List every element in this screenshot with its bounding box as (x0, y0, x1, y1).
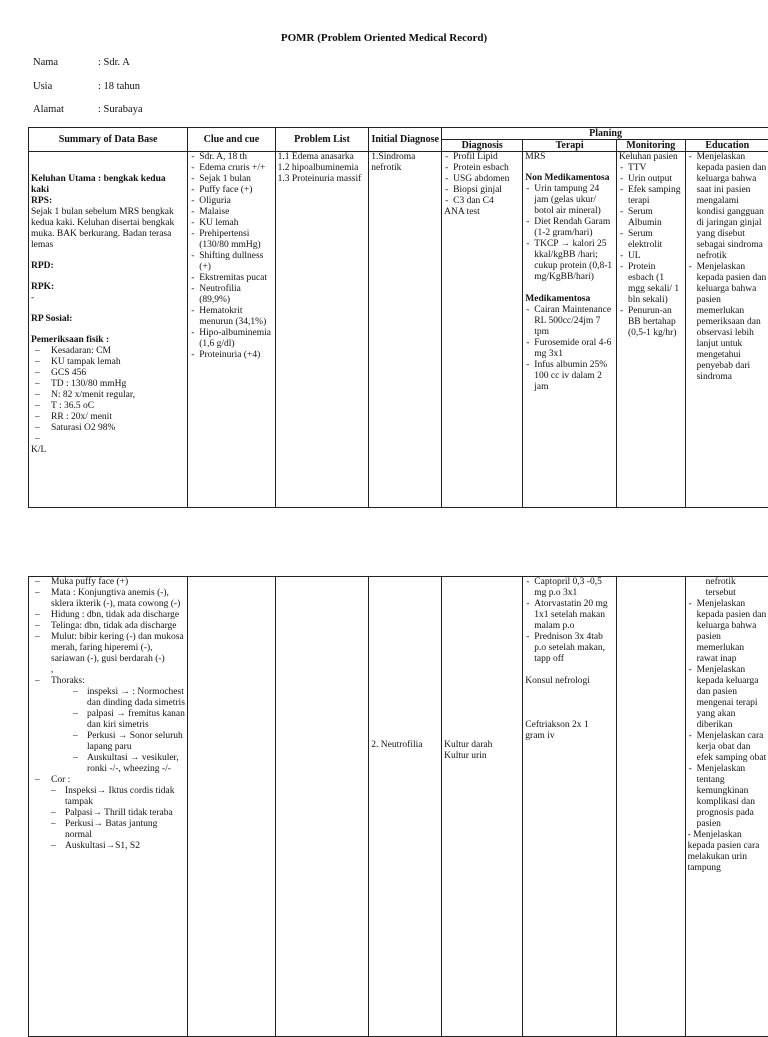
education-cell (685, 152, 768, 508)
education-head: nefrotik tersebut (705, 577, 736, 598)
diagnosis-extra: ANA test (444, 207, 480, 217)
ceftriakson: Ceftriakson 2x 1 gram iv (525, 720, 589, 741)
list-item: - UL (619, 251, 683, 262)
list-item: - C3 dan C4 (444, 196, 520, 207)
non-medikamentosa-label: Non Medikamentosa (525, 173, 610, 183)
initial-diagnose-cell-continued (369, 577, 442, 1037)
list-item: – Perkusi→ Batas jantung normal (45, 819, 185, 841)
list-item: - Atorvastatin 20 mg 1x1 setelah makan malam p.o (525, 599, 614, 632)
education-cell-continued (685, 577, 768, 1037)
medikamentosa-list (525, 305, 614, 393)
thoraks-list (31, 687, 185, 775)
cue-list (190, 152, 272, 361)
list-item: - Edema cruris +/+ (190, 163, 272, 174)
problem-list-cell (275, 152, 369, 508)
list-item: - TKCP → kalori 25 kkal/kgBB /hari; cukup protein (0,8-1 mg/KgBB/hari) (525, 239, 614, 283)
education-list (688, 599, 767, 830)
header-monitoring: Monitoring (616, 140, 685, 152)
list-item: - Profil Lipid (444, 152, 520, 163)
diagnosis-cell-continued (442, 577, 523, 1037)
header-terapi: Terapi (523, 140, 617, 152)
physical-exam-list (31, 577, 185, 665)
rps-text: Sejak 1 bulan sebelum MRS bengkak kedua kaki. Keluhan disertai bengkak muka. BAK berkurang. Badan terasa lemas (31, 207, 175, 250)
list-item: - Sdr. A, 18 th (190, 152, 272, 163)
diagnosis-cell (442, 152, 523, 508)
list-item: – Muka puffy face (+) (31, 577, 185, 588)
list-item: - Oliguria (190, 196, 272, 207)
identity-label: Alamat (33, 104, 64, 115)
list-item: – Mulut: bibir kering (-) dan mukosa merah, faring hiperemi (-), sariawan (-), gusi berdarah (-) (31, 632, 185, 665)
list-item: - Puffy face (+) (190, 185, 272, 196)
list-item: – Inspeksi→ Iktus cordis tidak tampak (45, 786, 185, 808)
header-diagnosis: Diagnosis (442, 140, 523, 152)
list-item: - Proteinuria (+4) (190, 350, 272, 361)
header-initial-diagnose: Initial Diagnose (369, 128, 442, 152)
non-medikamentosa-list (525, 184, 614, 283)
header-summary: Summary of Data Base (29, 128, 188, 152)
list-item: - Menjelaskan tentang kemungkinan komplikasi dan prognosis pada pasien (688, 764, 767, 830)
list-item: - Serum elektrolit (619, 229, 683, 251)
education-list (688, 152, 767, 383)
list-item: - KU lemah (190, 218, 272, 229)
list-item: - Serum Albumin (619, 207, 683, 229)
list-item: - Furosemide oral 4-6 mg 3x1 (525, 338, 614, 360)
list-item: – Auskultasi → vesikuler, ronki -/-, wheezing -/- (67, 753, 185, 775)
diagnosis-item: Kultur urin (444, 751, 487, 761)
list-item: – Kesadaran: CM (31, 346, 185, 357)
list-item: - Shifting dullness (+) (190, 251, 272, 273)
terapi-cell-continued (523, 577, 617, 1037)
medikamentosa-label: Medikamentosa (525, 294, 591, 304)
list-item: – Palpasi→ Thrill tidak teraba (45, 808, 185, 819)
identity-label: Nama (33, 57, 59, 68)
list-item: – KU tampak lemah (31, 357, 185, 368)
list-item: - Hipo-albuminemia (1,6 g/dl) (190, 328, 272, 350)
list-item: – T : 36.5 oC (31, 401, 185, 412)
list-item: - Urin tampung 24 jam (gelas ukur/ botol air mineral) (525, 184, 614, 217)
education-last: - Menjelaskan kepada pasien cara melakukan urin tampung (687, 830, 760, 873)
problem-item: 1.2 hipoalbuminemia (277, 163, 359, 173)
list-item: – Auskultasi→S1, S2 (45, 841, 185, 852)
rp-sosial-label: RP Sosial: (31, 314, 73, 324)
list-item: – inspeksi → : Normochest dan dinding dada simetris (67, 687, 185, 709)
kl-label: K/L (31, 445, 47, 455)
problem-neutrofilia: 2. Neutrofilia (371, 740, 423, 750)
pemeriksaan-fisik-list (31, 346, 185, 445)
list-item: – Telinga: dbn, tidak ada discharge (31, 621, 185, 632)
cor-section (31, 775, 185, 786)
thoraks-section (31, 676, 185, 687)
identity-value: : Sdr. A (98, 57, 130, 68)
summary-cell (29, 152, 188, 508)
rpk-label: RPK: (31, 282, 55, 292)
list-item: – palpasi → fremitus kanan dan kiri simetris (67, 709, 185, 731)
list-item: - Malaise (190, 207, 272, 218)
header-problem-list: Problem List (275, 128, 369, 152)
list-item: – TD : 130/80 mmHg (31, 379, 185, 390)
identity-value: : Surabaya (98, 104, 143, 115)
list-item: - Menjelaskan kepada pasien dan keluarga bahwa saat ini pasien mengalami kondisi gangguan di jaringan ginjal yang disebut sebagai sindroma nefrotik (688, 152, 767, 262)
rpk-text: - (31, 293, 35, 303)
list-item: - Ekstremitas pucat (190, 273, 272, 284)
initial-diagnose-cell (369, 152, 442, 508)
thoraks-label: – Thoraks: (31, 676, 185, 687)
list-item: – N: 82 x/menit regular, (31, 390, 185, 401)
list-item: – Hidung : dbn, tidak ada discharge (31, 610, 185, 621)
list-item: - Menjelaskan kepada keluarga dan pasien mengenai terapi yang akan diberikan (688, 665, 767, 731)
problem-list-cell-continued (275, 577, 369, 1037)
problem-item: 1.1 Edema anasarka (277, 152, 354, 162)
list-item: - Urin output (619, 174, 683, 185)
terapi-list (525, 577, 614, 665)
keluhan-utama: Keluhan Utama : bengkak kedua kaki (31, 174, 166, 195)
list-item: - Protein esbach (1 mgg sekali/ 1 bln sekali) (619, 262, 683, 306)
list-item: - Neutrofilia (89,9%) (190, 284, 272, 306)
list-item: – Perkusi → Sonor seluruh lapang paru (67, 731, 185, 753)
list-item: - Captopril 0,3 -0,5 mg p.o 3x1 (525, 577, 614, 599)
initial-diagnose: 1.Sindroma nefrotik (371, 152, 416, 173)
diagnosis-item: Kultur darah (444, 740, 493, 750)
list-item: - Menjelaskan kepada pasien dan keluarga bahwa pasien memerlukan rawat inap (688, 599, 767, 665)
problem-item: 1.3 Proteinuria massif (277, 174, 362, 184)
monitoring-list (619, 163, 683, 339)
list-item: - Efek samping terapi (619, 185, 683, 207)
list-item: - USG abdomen (444, 174, 520, 185)
cor-label: – Cor : (31, 775, 185, 786)
list-item: – Saturasi O2 98% (31, 423, 185, 434)
diagnosis-list (444, 152, 520, 207)
list-item: - Biopsi ginjal (444, 185, 520, 196)
cor-list (31, 786, 185, 852)
page-title: POMR (Problem Oriented Medical Record) (280, 32, 488, 44)
list-item: - Menjelaskan kepada pasien dan keluarga bahwa pasien memerlukan pemeriksaan dan observasi lebih lanjut untuk mengetahui penyebab dari sindroma (688, 262, 767, 383)
list-item: - Hematokrit menurun (34,1%) (190, 306, 272, 328)
identity-age (33, 81, 140, 92)
header-education: Education (685, 140, 768, 152)
list-item: - Infus albumin 25% 100 cc iv dalam 2 jam (525, 360, 614, 393)
pemeriksaan-fisik-label: Pemeriksaan fisik : (31, 335, 110, 345)
monitoring-cell (616, 152, 685, 508)
monitoring-head: Keluhan pasien (618, 152, 678, 162)
pomr-table-2 (28, 576, 768, 1037)
header-planing: Planing (442, 128, 768, 140)
list-item: - Menjelaskan cara kerja obat dan efek samping obat (688, 731, 767, 764)
list-item: – RR : 20x/ menit (31, 412, 185, 423)
identity-label: Usia (33, 81, 53, 92)
cue-cell (188, 152, 275, 508)
list-item: - TTV (619, 163, 683, 174)
terapi-cell (523, 152, 617, 508)
konsul-nefrologi: Konsul nefrologi (525, 676, 590, 686)
list-item (31, 434, 185, 445)
rps-label: RPS: (31, 196, 53, 206)
comma-mark: , (51, 665, 54, 675)
header-cue: Clue and cue (188, 128, 275, 152)
cue-cell-continued (188, 577, 275, 1037)
list-item: - Sejak 1 bulan (190, 174, 272, 185)
pomr-table-1 (28, 127, 768, 508)
identity-address (33, 104, 143, 115)
list-item: - Penurun-an BB bertahap (0,5-1 kg/hr) (619, 306, 683, 339)
list-item: – Mata : Konjungtiva anemis (-), sklera ikterik (-), mata cowong (-) (31, 588, 185, 610)
list-item: - Prehipertensi (130/80 mmHg) (190, 229, 272, 251)
list-item: - Diet Rendah Garam (1-2 gram/hari) (525, 217, 614, 239)
list-item: - Protein esbach (444, 163, 520, 174)
rpd-label: RPD: (31, 261, 54, 271)
identity-value: : 18 tahun (98, 81, 140, 92)
identity-name (33, 57, 130, 68)
monitoring-cell-continued (616, 577, 685, 1037)
list-item: - Prednison 3x 4tab p.o setelah makan, tapp off (525, 632, 614, 665)
mrs-label: MRS (525, 152, 546, 162)
list-item: – GCS 456 (31, 368, 185, 379)
list-item: - Cairan Maintenance RL 500cc/24jm 7 tpm (525, 305, 614, 338)
summary-cell-continued (29, 577, 188, 1037)
